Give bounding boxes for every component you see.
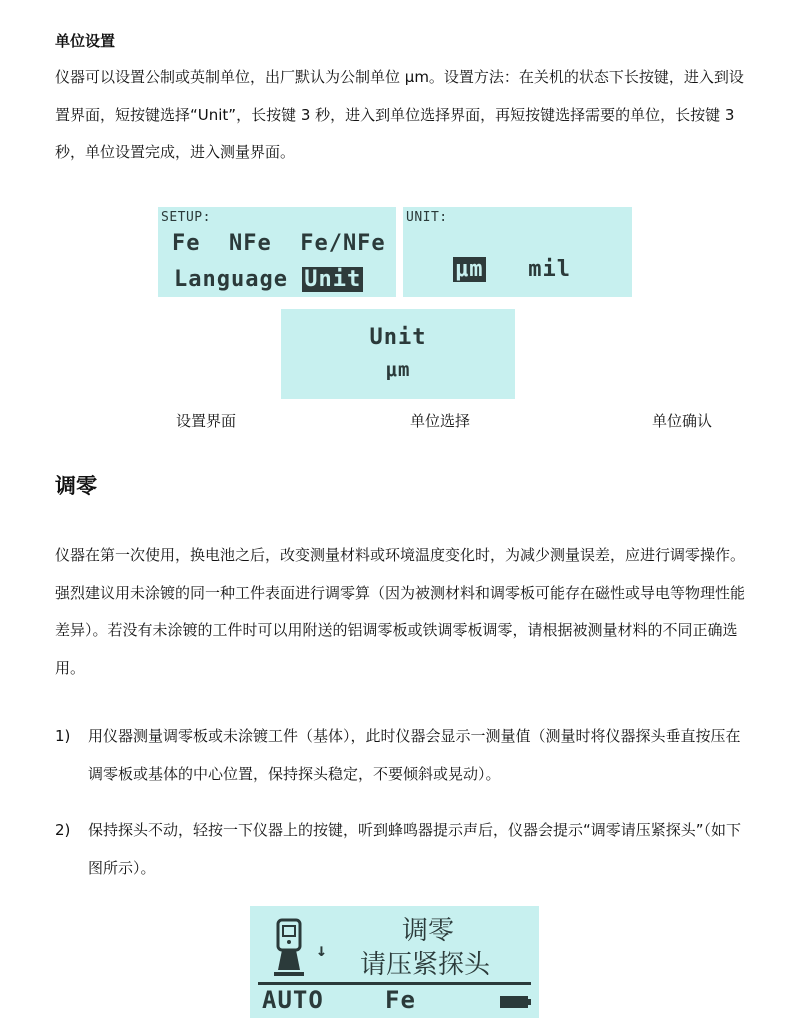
step-1-text: 用仪器测量调零板或未涂镀工件（基体），此时仪器会显示一测量值（测量时将仪器探头垂直按压在调零板或基体的中心位置，保持探头稳定，不要倾斜或晃动）。 [88, 727, 741, 783]
setup-screen [158, 207, 396, 297]
unit-section-paragraph: 仪器可以设置公制或英制单位，出厂默认为公制单位 μm。设置方法：在关机的状态下长按键，进入到设置界面，短按键选择“Unit”，长按键 3 秒，进入到单位选择界面，再短按键选择需要的单位，长按键 3 秒，单位设置完成，进入测量界面。 [55, 68, 744, 161]
unit-confirm-line1: Unit [369, 325, 427, 350]
zero-section-heading: 调零 [55, 474, 97, 498]
setup-language-row [174, 267, 363, 292]
unit-confirm-line2: μm [385, 359, 411, 381]
setup-title: SETUP: [161, 210, 211, 225]
unit-select-screen [403, 207, 632, 297]
down-arrow-icon: ↓ [316, 940, 327, 961]
caption-unit-select: 单位选择 [410, 412, 471, 430]
unit-confirm-screen [281, 309, 515, 399]
zero-screen [250, 906, 539, 1018]
zero-line1: 调零 [402, 916, 455, 946]
caption-unit-confirm: 单位确认 [652, 412, 713, 430]
zero-mode: AUTO [262, 986, 324, 1014]
unit-select-title: UNIT: [406, 210, 448, 225]
setup-language-label: Language [174, 267, 303, 292]
zero-line2: 请压紧探头 [360, 950, 491, 980]
zero-material: Fe [385, 986, 416, 1014]
caption-setup: 设置界面 [176, 412, 237, 430]
battery-icon [500, 994, 532, 1010]
unit-um-selected: μm [455, 257, 484, 282]
step-2-text: 保持探头不动，轻按一下仪器上的按键，听到蜂鸣器提示声后，仪器会提示“调零请压紧探头”（如下图所示）。 [88, 821, 742, 877]
step-1-number: 1) [55, 727, 71, 745]
unit-mil-option: mil [528, 257, 571, 282]
unit-section-heading: 单位设置 [55, 32, 116, 50]
setup-material-row: Fe NFe Fe/NFe [172, 231, 386, 256]
unit-select-row [453, 257, 571, 282]
divider [258, 982, 531, 985]
zero-section-paragraph: 仪器在第一次使用，换电池之后，改变测量材料或环境温度变化时，为减少测量误差，应进行调零操作。强烈建议用未涂镀的同一种工件表面进行调零算（因为被测材料和调零板可能存在磁性或导电等物理性能差异）。若没有未涂镀的工件时可以用附送的铝调零板或铁调零板调零，请根据被测量材料的不同正确选用。 [55, 546, 746, 677]
step-2-number: 2) [55, 821, 71, 839]
setup-unit-selected: Unit [304, 267, 362, 292]
